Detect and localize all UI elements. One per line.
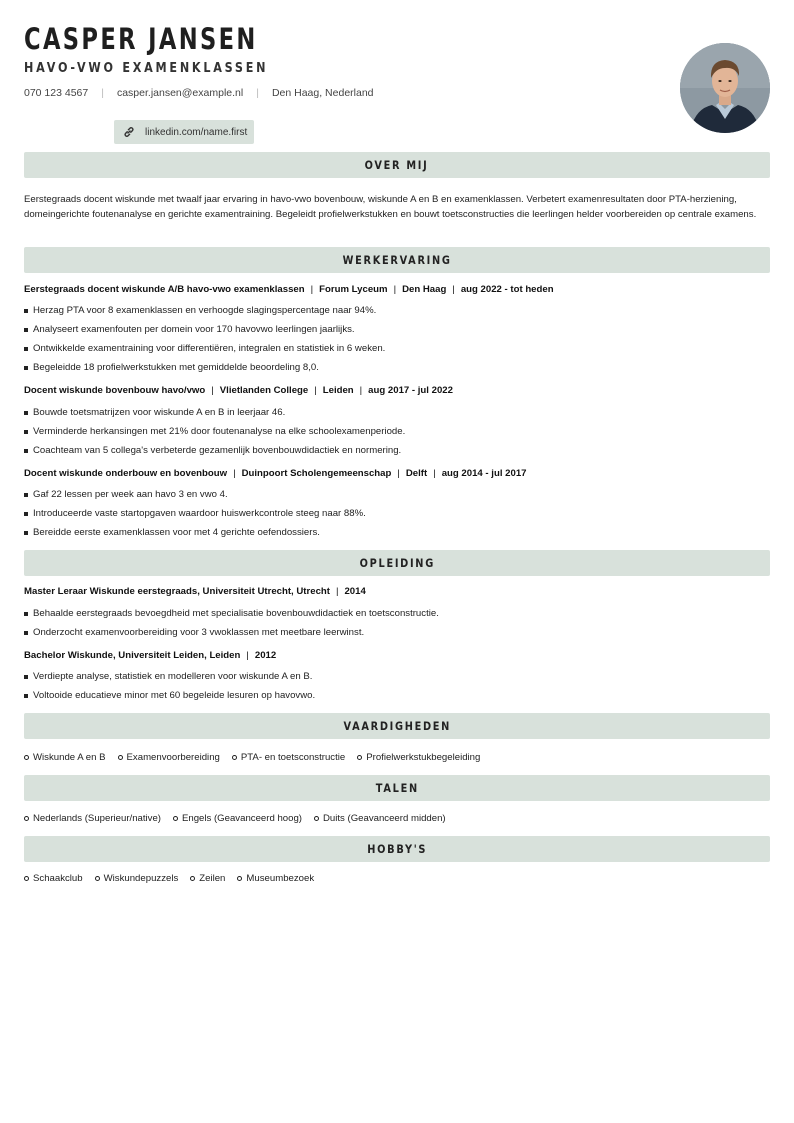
about-text: Eerstegraads docent wiskunde met twaalf jaar ervaring in havo-vwo bovenbouw, wiskunde A en B en examenklassen. Verbetert examenresultaten door PTA-herziening, domeingerichte foutenanalyse en gerichte examentraining. Begeleidt profielwerkstukken en bouwt toetsconstructies die leerlingen helder voorbereiden op centrale examens.: [24, 194, 757, 220]
phone-number: 070 123 4567: [24, 87, 89, 99]
skill-item: Wiskunde A en B: [24, 752, 106, 763]
list-item: Herzag PTA voor 8 examenklassen en verhoogde slagingspercentage naar 94%.: [24, 305, 376, 316]
list-item: Voltooide educatieve minor met 60 begeleide lesuren op havovwo.: [24, 690, 315, 701]
list-item: Analyseert examenfouten per domein voor 170 havovwo leerlingen jaarlijks.: [24, 324, 355, 335]
linkedin-link[interactable]: [114, 120, 254, 144]
list-item: Introduceerde vaste startopgaven waardoor huiswerkcontrole steeg naar 88%.: [24, 508, 366, 519]
section-heading-education: OPLEIDING: [24, 550, 770, 576]
candidate-role: HAVO-VWO EXAMENKLASSEN: [24, 61, 269, 76]
list-item: Behaalde eerstegraads bevoegdheid met specialisatie bovenbouwdidactiek en toetsconstructie.: [24, 608, 439, 619]
languages-list: [24, 813, 458, 824]
skill-item: Profielwerkstukbegeleiding: [357, 752, 480, 763]
section-heading-languages: TALEN: [24, 775, 770, 801]
hobby-item: Museumbezoek: [237, 873, 314, 884]
education-header: Master Leraar Wiskunde eerstegraads, Universiteit Utrecht, Utrecht | 2014: [24, 586, 366, 597]
profile-photo: [680, 43, 770, 133]
contact-line: [24, 87, 374, 99]
list-item: Verdiepte analyse, statistiek en modelleren voor wiskunde A en B.: [24, 671, 312, 682]
skill-item: PTA- en toetsconstructie: [232, 752, 345, 763]
language-item: Duits (Geavanceerd midden): [314, 813, 446, 824]
contact-separator: |: [101, 87, 104, 99]
skill-item: Examenvoorbereiding: [118, 752, 220, 763]
list-item: Bouwde toetsmatrijzen voor wiskunde A en B in leerjaar 46.: [24, 407, 285, 418]
email-address[interactable]: casper.jansen@example.nl: [116, 87, 244, 99]
portrait-illustration: [680, 43, 770, 133]
location: Den Haag, Nederland: [271, 87, 374, 99]
candidate-name: CASPER JANSEN: [24, 22, 258, 56]
job-header: Docent wiskunde bovenbouw havo/vwo | Vlietlanden College | Leiden | aug 2017 - jul 2022: [24, 385, 453, 396]
section-heading-hobbies: HOBBY'S: [24, 836, 770, 862]
education-header: Bachelor Wiskunde, Universiteit Leiden, Leiden | 2012: [24, 650, 277, 661]
hobby-item: Wiskundepuzzels: [95, 873, 179, 884]
job-header: Docent wiskunde onderbouw en bovenbouw | Duinpoort Scholengemeenschap | Delft | aug 2014 - jul 2017: [24, 468, 527, 479]
contact-separator: |: [256, 87, 259, 99]
list-item: Verminderde herkansingen met 21% door foutenanalyse na elke schoolexamenperiode.: [24, 426, 405, 437]
section-heading-about: OVER MIJ: [24, 152, 770, 178]
link-icon: [123, 126, 135, 138]
list-item: Coachteam van 5 collega's verbeterde gezamenlijk bovenbouwdidactiek en normering.: [24, 445, 401, 456]
job-header: Eerstegraads docent wiskunde A/B havo-vwo examenklassen | Forum Lyceum | Den Haag | aug 2022 - tot heden: [24, 284, 554, 295]
hobby-item: Schaakclub: [24, 873, 83, 884]
hobby-item: Zeilen: [190, 873, 225, 884]
section-heading-skills: VAARDIGHEDEN: [24, 713, 770, 739]
section-heading-experience: WERKERVARING: [24, 247, 770, 273]
hobbies-list: [24, 873, 326, 884]
list-item: Bereidde eerste examenklassen voor met 4 gerichte oefendossiers.: [24, 527, 320, 538]
list-item: Onderzocht examenvoorbereiding voor 3 vwoklassen met meetbare leerwinst.: [24, 627, 364, 638]
list-item: Begeleidde 18 profielwerkstukken met gemiddelde beoordeling 8,0.: [24, 362, 319, 373]
skills-list: [24, 752, 492, 763]
language-item: Engels (Geavanceerd hoog): [173, 813, 302, 824]
language-item: Nederlands (Superieur/native): [24, 813, 161, 824]
list-item: Ontwikkelde examentraining voor differentiëren, integralen en statistiek in 6 weken.: [24, 343, 385, 354]
linkedin-url[interactable]: linkedin.com/name.first: [145, 126, 248, 138]
list-item: Gaf 22 lessen per week aan havo 3 en vwo 4.: [24, 489, 228, 500]
